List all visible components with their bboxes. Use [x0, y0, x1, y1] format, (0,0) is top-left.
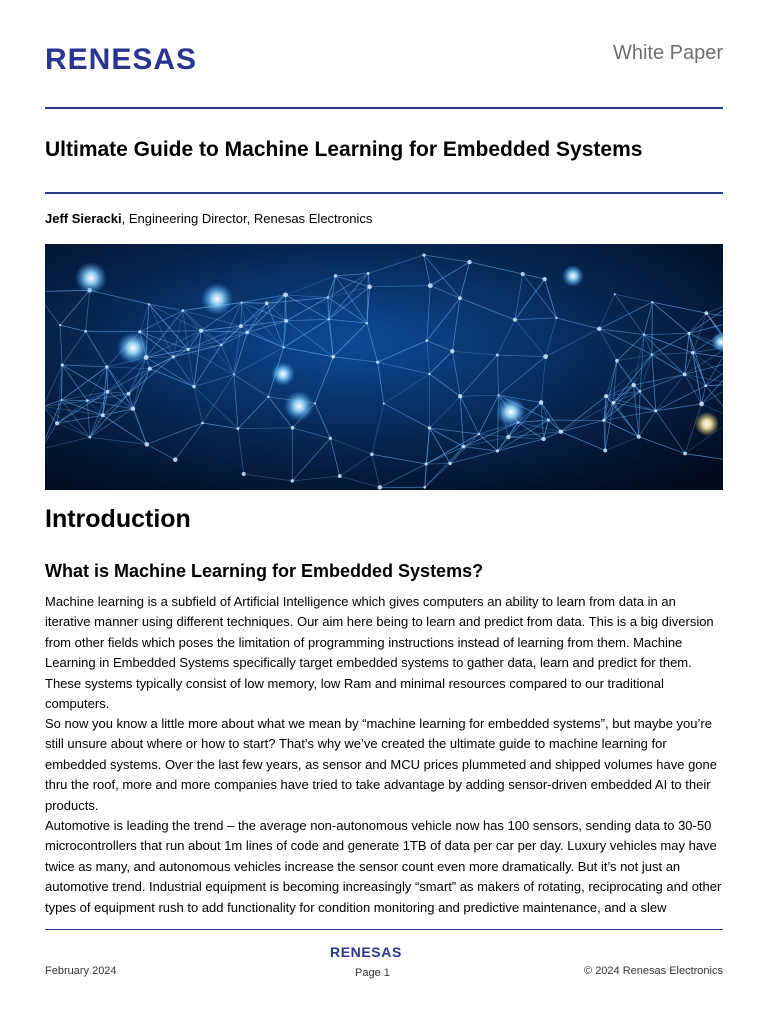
mesh-node	[612, 401, 616, 405]
mesh-node	[602, 419, 605, 422]
mesh-node	[428, 283, 433, 288]
mesh-node	[521, 272, 525, 276]
mesh-node	[691, 351, 694, 354]
mesh-node	[282, 346, 284, 348]
mesh-node	[187, 348, 190, 351]
mesh-node	[192, 385, 195, 388]
mesh-node	[448, 462, 451, 465]
mesh-node	[367, 284, 372, 289]
mesh-node	[651, 301, 653, 303]
mesh-node	[329, 437, 332, 440]
mesh-node	[687, 332, 690, 335]
mesh-node	[327, 296, 329, 298]
mesh-node	[543, 277, 547, 281]
subsection-heading: What is Machine Learning for Embedded Systems?	[45, 561, 484, 581]
mesh-node	[144, 442, 149, 447]
mesh-node	[639, 390, 642, 393]
mesh-node	[291, 426, 295, 430]
mesh-node	[547, 419, 550, 422]
mesh-node	[615, 359, 619, 363]
mesh-node	[239, 324, 243, 328]
mesh-node	[220, 344, 223, 347]
footer-divider	[45, 929, 723, 930]
mesh-node	[603, 448, 607, 452]
mesh-node	[383, 402, 385, 404]
mesh-node	[242, 472, 246, 476]
glowing-node	[695, 412, 719, 436]
mesh-node	[131, 407, 135, 411]
mesh-node	[173, 457, 178, 462]
mesh-node	[614, 293, 616, 295]
mesh-node	[423, 486, 426, 489]
mesh-node	[462, 445, 466, 449]
mesh-node	[201, 422, 204, 425]
mesh-node	[428, 373, 430, 375]
mesh-node	[328, 318, 330, 320]
mesh-node	[654, 409, 657, 412]
mesh-node	[637, 435, 641, 439]
mesh-node	[106, 390, 110, 394]
mesh-node	[450, 349, 454, 353]
mesh-node	[314, 402, 316, 404]
mesh-node	[539, 400, 544, 405]
mesh-node	[245, 331, 249, 335]
footer-page-number: Page 1	[355, 967, 390, 979]
mesh-node	[284, 319, 288, 323]
mesh-node	[699, 402, 704, 407]
footer-renesas-logo	[330, 944, 402, 960]
mesh-node	[376, 360, 379, 363]
mesh-node	[683, 372, 687, 376]
paragraph-2: So now you know a little more about what we mean by “machine learning for embedded systems”, but maybe you’re still unsure about where or how to start? That’s why we’ve created the ultimate guide to machine learning for embedded systems. Over the last few years, as sensor and MCU prices plummeted and shipped volumes have gone thru the roof, more and more companies have tried to take advantage by adding sensor-driven embedded AI to their products.	[45, 716, 718, 813]
mesh-node	[86, 399, 89, 402]
mesh-node	[458, 296, 462, 300]
mesh-node	[283, 292, 288, 297]
mesh-node	[148, 367, 152, 371]
mesh-node	[61, 399, 63, 401]
mesh-node	[426, 339, 429, 342]
mesh-node	[428, 426, 431, 429]
mesh-node	[370, 452, 374, 456]
mesh-node	[105, 365, 108, 368]
mesh-node	[233, 373, 235, 375]
section-heading: Introduction	[45, 505, 191, 533]
mesh-node	[513, 318, 517, 322]
footer-copyright: © 2024 Renesas Electronics	[584, 965, 723, 977]
mesh-node	[334, 274, 337, 277]
mesh-node	[241, 301, 243, 303]
footer-date: February 2024	[45, 965, 117, 977]
mesh-node	[541, 437, 545, 441]
author-name: Jeff Sieracki	[45, 211, 122, 226]
mesh-node	[59, 324, 61, 326]
mesh-node	[291, 479, 295, 483]
hero-image	[45, 244, 723, 490]
mesh-node	[704, 311, 708, 315]
glowing-node	[271, 362, 295, 386]
mesh-node	[182, 309, 185, 312]
title-divider	[45, 192, 723, 194]
mesh-node	[496, 354, 499, 357]
glowing-node	[284, 391, 314, 421]
mesh-line	[146, 357, 173, 358]
mesh-node	[422, 253, 425, 256]
mesh-node	[559, 429, 563, 433]
glowing-node	[496, 397, 526, 427]
mesh-node	[555, 317, 557, 319]
mesh-node	[84, 330, 87, 333]
mesh-node	[651, 353, 653, 355]
glowing-node	[201, 283, 233, 315]
glowing-node	[117, 332, 149, 364]
mesh-node	[148, 303, 150, 305]
mesh-node	[172, 355, 175, 358]
document-title: Ultimate Guide to Machine Learning for Embedded Systems	[45, 138, 643, 161]
mesh-node	[237, 427, 240, 430]
mesh-node	[265, 301, 269, 305]
mesh-node	[643, 333, 645, 335]
mesh-node	[127, 392, 131, 396]
mesh-node	[631, 383, 635, 387]
network-mesh-image	[45, 244, 723, 490]
header-divider	[45, 107, 723, 109]
mesh-node	[366, 322, 368, 324]
paragraph-3: Automotive is leading the trend – the average non-autonomous vehicle now has 100 sensors, sending data to 30-50 microcontrollers that run about 1m lines of code and generate 1TB of data per car per day. Luxury vehicles may have twice as many, and autonomous vehicles increase the sensor count even more dramatically. But it’s not just an automotive trend. Industrial equipment is becoming increasingly “smart” as makers of rotating, reciprocating and other types of equipment rush to add functionality for condition monitoring and predictive maintenance, and a slew	[45, 818, 722, 915]
mesh-node	[55, 421, 59, 425]
mesh-node	[331, 355, 335, 359]
document-type-label: White Paper	[612, 42, 723, 64]
author-role: , Engineering Director, Renesas Electronics	[121, 211, 373, 226]
mesh-node	[478, 433, 480, 435]
mesh-node	[367, 272, 370, 275]
mesh-node	[467, 260, 471, 264]
mesh-node	[138, 330, 141, 333]
mesh-node	[425, 462, 428, 465]
mesh-node	[506, 435, 510, 439]
mesh-node	[683, 452, 687, 456]
mesh-node	[101, 413, 105, 417]
mesh-node	[199, 329, 203, 333]
mesh-node	[604, 394, 608, 398]
mesh-node	[338, 474, 342, 478]
glowing-node	[75, 262, 107, 294]
mesh-node	[88, 436, 91, 439]
mesh-node	[597, 327, 601, 331]
mesh-node	[704, 384, 707, 387]
paragraph-1: Machine learning is a subfield of Artificial Intelligence which gives computers an ability to learn from data in an iterative manner using different techniques. Our aim here being to learn and predict from data. This is a big diversion from other fields which poses the limitation of programming instructions instead of learning from them. Machine Learning in Embedded Systems specifically target embedded systems to gather data, learn and predict for them. These systems typically consist of low memory, low Ram and minimal resources compared to our traditional computers.	[45, 594, 714, 712]
mesh-node	[61, 363, 64, 366]
footer-logo-wordmark: RENESAS	[330, 944, 402, 960]
mesh-node	[378, 485, 383, 490]
mesh-node	[267, 396, 269, 398]
glowing-node	[562, 265, 584, 287]
logo-wordmark: RENESAS	[45, 43, 198, 76]
mesh-node	[458, 394, 462, 398]
renesas-logo	[45, 42, 197, 78]
author-line	[45, 211, 372, 226]
mesh-node	[496, 449, 499, 452]
mesh-node	[543, 354, 548, 359]
mesh-node	[498, 394, 500, 396]
